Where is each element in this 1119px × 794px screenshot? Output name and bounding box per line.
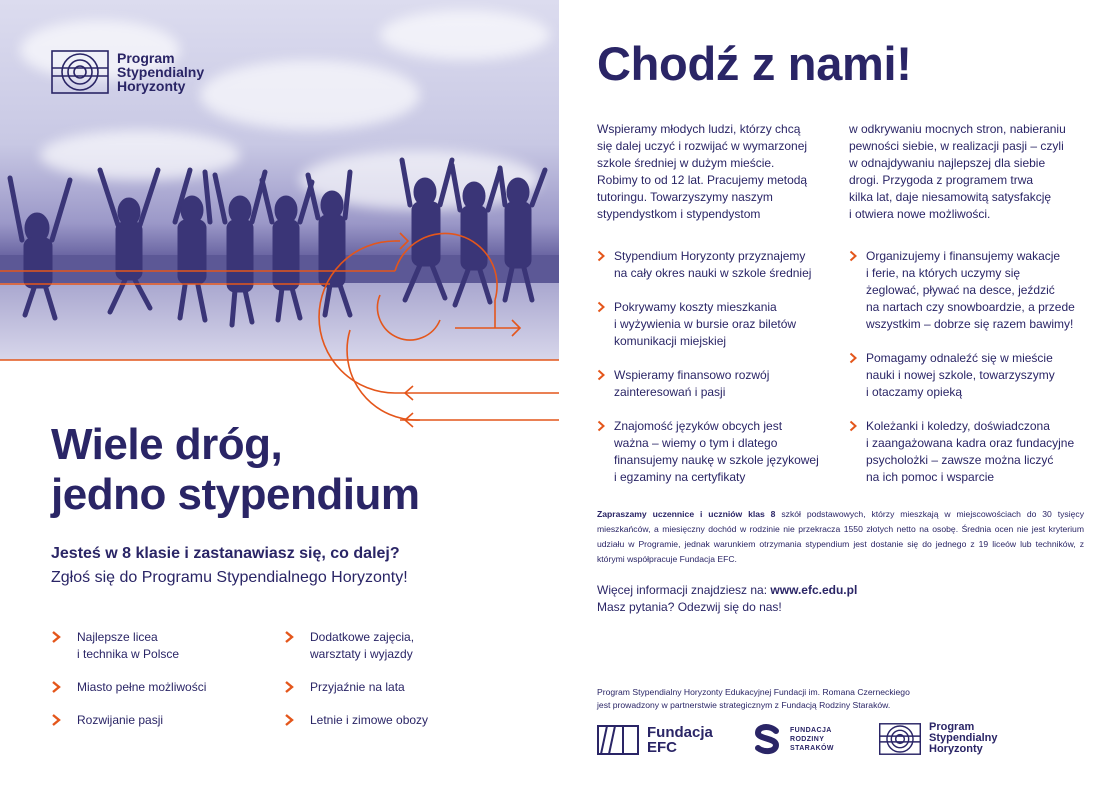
more-info xyxy=(597,582,857,616)
chevron-right-icon xyxy=(597,301,605,313)
list-item-line: Wspieramy finansowo rozwój xyxy=(614,368,770,382)
right-benefits-col1 xyxy=(597,248,837,503)
starakow-logo-icon xyxy=(752,723,782,755)
intro-line: drogi. Przygoda z programem trwa xyxy=(849,173,1034,187)
chevron-right-icon xyxy=(51,713,61,727)
partnership-line-2: jest prowadzony w partnerstwie strategicznym z Fundacją Rodziny Staraków. xyxy=(597,699,891,710)
chevron-right-icon xyxy=(284,680,294,694)
intro-line: stypendystkom i stypendystom xyxy=(597,207,761,221)
logo-line-3: Horyzonty xyxy=(117,78,186,94)
list-item-line: żeglować, pływać na desce, jeździć xyxy=(866,283,1055,297)
eligibility-rest: szkół podstawowych, którzy mieszkają w miejscowościach do 30 tysięcy mieszkańców, a miesięczny dochód w rodzinie nie przekracza 1550 złotych netto na osobę. Średnia ocen nie jest kryterium udziału w Programie, jednak warunkiem otrzymania stypendium jest dostanie się do jednego z 19 liceów lub techników, z którymi współpracuje Fundacja EFC. xyxy=(597,509,1084,564)
list-item-line: nauki i nowej szkole, towarzyszymy xyxy=(866,368,1055,382)
ph-line-1: Program xyxy=(929,721,975,733)
chevron-right-icon xyxy=(849,352,857,364)
list-item-line: Pomagamy odnaleźć się w mieście xyxy=(866,351,1053,365)
left-title-line-2: jedno stypendium xyxy=(51,470,420,519)
logo-line-1: Program xyxy=(117,50,175,66)
list-item-line: i zaangażowana kadra oraz fundacyjne xyxy=(866,436,1075,450)
left-benefits-col2 xyxy=(284,629,514,729)
ph-line-3: Horyzonty xyxy=(929,743,983,755)
left-lead-normal: Zgłoś się do Programu Stypendialnego Horyzonty! xyxy=(51,569,408,586)
intro-line: kilka lat, daje niesamowitą satysfakcję xyxy=(849,190,1052,204)
intro-line: szkole średniej w dużym mieście. xyxy=(597,156,775,170)
chevron-right-icon xyxy=(597,250,605,262)
list-item xyxy=(849,248,1089,333)
list-item-line: na ich pomoc i wsparcie xyxy=(866,470,995,484)
left-title-line-1: Wiele dróg, xyxy=(51,420,283,469)
efc-line-1: Fundacja xyxy=(647,724,713,741)
chevron-right-icon xyxy=(284,713,294,727)
eligibility-text xyxy=(597,507,1084,567)
list-item-line: i otaczamy opieką xyxy=(866,385,963,399)
partnership-note xyxy=(597,686,910,711)
list-item-line: komunikacji miejskiej xyxy=(614,334,727,348)
logo-line-2: Stypendialny xyxy=(117,64,205,80)
list-item-line: finansujemy naukę w szkole językowej xyxy=(614,453,819,467)
list-item xyxy=(284,679,514,712)
list-item-line: wszystkim – dobrze się razem bawimy! xyxy=(866,317,1074,331)
list-item-line: Pokrywamy koszty mieszkania xyxy=(614,300,777,314)
list-item-line: warsztaty i wyjazdy xyxy=(310,647,413,661)
list-item-line: zainteresowań i pasji xyxy=(614,385,726,399)
intro-line: Wspieramy młodych ludzi, którzy chcą xyxy=(597,122,801,136)
contact-line: Masz pytania? Odezwij się do nas! xyxy=(597,600,782,614)
fundacja-efc-logo xyxy=(597,725,713,755)
list-item-line: i technika w Polsce xyxy=(77,647,180,661)
list-item-line: ważna – wiemy o tym i dlatego xyxy=(614,436,778,450)
efc-line-2: EFC xyxy=(647,739,677,756)
intro-col2 xyxy=(849,121,1081,223)
right-benefits-col2 xyxy=(849,248,1089,503)
chevron-right-icon xyxy=(849,250,857,262)
list-item-line: Letnie i zimowe obozy xyxy=(310,713,429,727)
list-item-line: Dodatkowe zajęcia, xyxy=(310,630,415,644)
partnership-line-1: Program Stypendialny Horyzonty Edukacyjnej Fundacji im. Romana Czerneckiego xyxy=(597,687,910,697)
horizons-logo-icon xyxy=(879,723,921,755)
intro-line: w odnajdywaniu najlepszej dla siebie xyxy=(849,156,1046,170)
list-item xyxy=(51,679,281,712)
fr-line-1: FUNDACJA xyxy=(790,726,832,734)
chevron-right-icon xyxy=(597,420,605,432)
intro-line: się dalej uczyć i rozwijać w wymarzonej xyxy=(597,139,808,153)
list-item-line: Znajomość języków obcych jest xyxy=(614,419,783,433)
list-item-line: Przyjaźnie na lata xyxy=(310,680,405,694)
list-item xyxy=(849,350,1089,401)
right-title: Chodź z nami! xyxy=(597,37,912,90)
list-item-line: na nartach czy snowboardzie, a przede xyxy=(866,300,1075,314)
chevron-right-icon xyxy=(51,680,61,694)
fr-line-3: STARAKÓW xyxy=(790,744,834,752)
intro-line: i otwiera nowe możliwości. xyxy=(849,207,991,221)
list-item xyxy=(597,367,837,401)
chevron-right-icon xyxy=(597,369,605,381)
chevron-right-icon xyxy=(51,630,61,644)
more-info-prefix: Więcej informacji znajdziesz na: xyxy=(597,583,771,597)
intro-col1 xyxy=(597,121,829,223)
website-link[interactable]: www.efc.edu.pl xyxy=(770,583,858,597)
horyzonty-logo xyxy=(51,50,204,94)
list-item xyxy=(51,712,281,729)
list-item xyxy=(51,629,281,679)
list-item-line: na cały okres nauki w szkole średniej xyxy=(614,266,812,280)
list-item-line: Rozwijanie pasji xyxy=(77,713,164,727)
list-item-line: psycholożki – zawsze można liczyć xyxy=(866,453,1054,467)
list-item-line: Stypendium Horyzonty przyznajemy xyxy=(614,249,806,263)
fundacja-rodziny-starakow-logo xyxy=(752,723,834,755)
eligibility-bold: Zapraszamy uczennice i uczniów klas 8 xyxy=(597,509,776,519)
list-item-line: Miasto pełne możliwości xyxy=(77,680,207,694)
chevron-right-icon xyxy=(849,420,857,432)
list-item xyxy=(597,248,837,282)
list-item-line: Koleżanki i koledzy, doświadczona xyxy=(866,419,1050,433)
chevron-right-icon xyxy=(284,630,294,644)
list-item xyxy=(597,418,837,486)
program-horyzonty-logo xyxy=(879,722,997,755)
fr-line-2: RODZINY xyxy=(790,735,825,743)
list-item-line: i wyżywienia w bursie oraz biletów xyxy=(614,317,797,331)
list-item-line: Najlepsze licea xyxy=(77,630,158,644)
left-lead-bold: Jesteś w 8 klasie i zastanawiasz się, co dalej? xyxy=(51,545,400,562)
list-item xyxy=(284,629,514,679)
list-item xyxy=(849,418,1089,486)
list-item xyxy=(597,299,837,350)
efc-logo-icon xyxy=(597,725,639,755)
left-benefits-col1 xyxy=(51,629,281,729)
intro-line: pewności siebie, w realizacji pasji – czyli xyxy=(849,139,1064,153)
list-item-line: Organizujemy i finansujemy wakacje xyxy=(866,249,1061,263)
horizons-logo-icon xyxy=(51,50,109,94)
list-item-line: i ferie, na których uczymy się xyxy=(866,266,1021,280)
ph-line-2: Stypendialny xyxy=(929,732,998,744)
intro-line: tutoringu. Towarzyszymy naszym xyxy=(597,190,773,204)
list-item xyxy=(284,712,514,729)
list-item-line: i egzaminy na certyfikaty xyxy=(614,470,746,484)
intro-line: w odkrywaniu mocnych stron, nabieraniu xyxy=(849,122,1066,136)
left-title xyxy=(51,420,419,520)
intro-line: Robimy to od 12 lat. Pracujemy metodą xyxy=(597,173,808,187)
